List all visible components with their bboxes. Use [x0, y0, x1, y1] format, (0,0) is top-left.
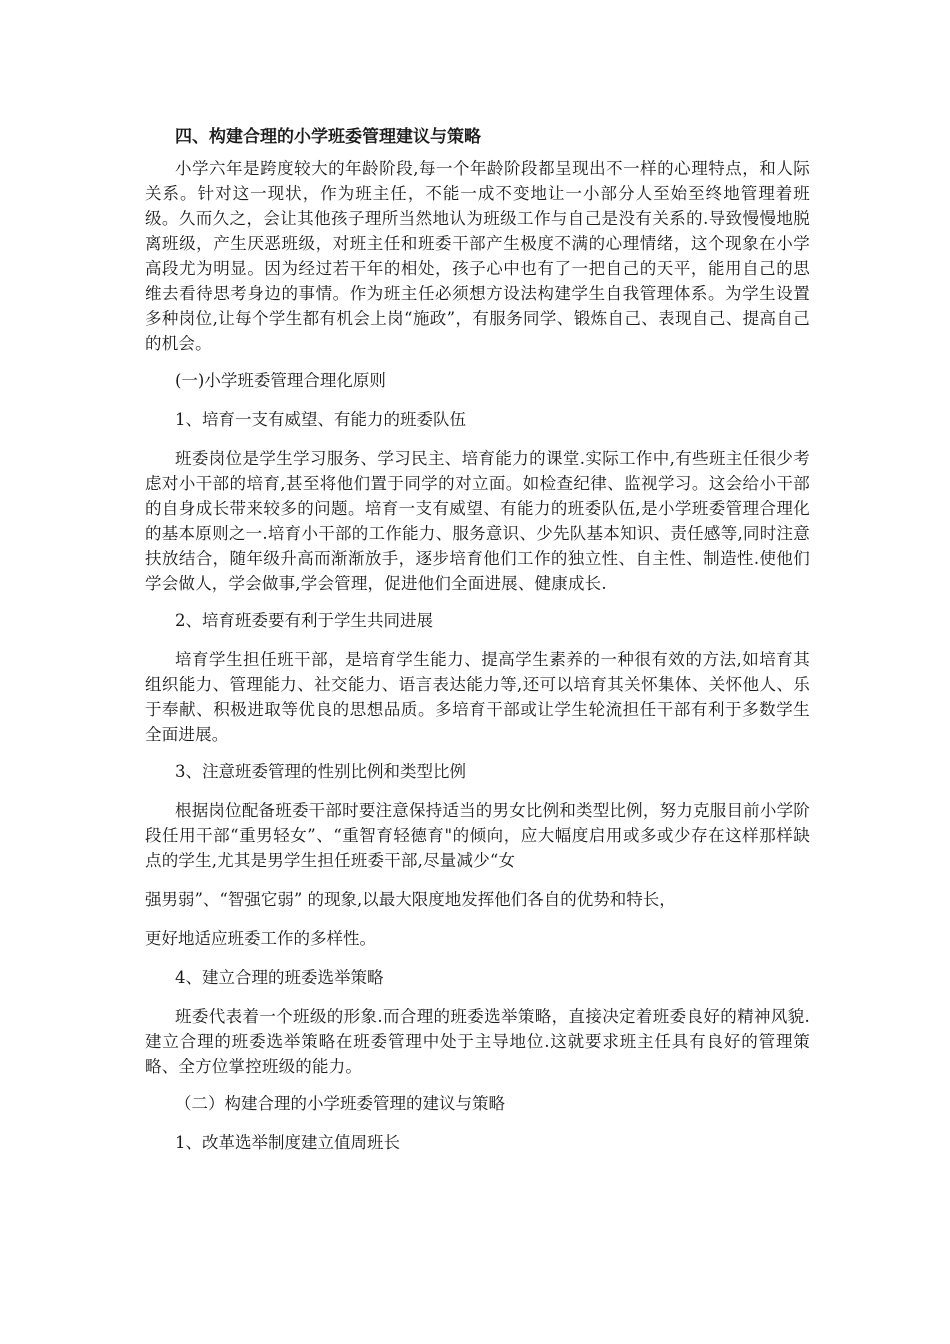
- item-1-body: 班委岗位是学生学习服务、学习民主、培育能力的课堂.实际工作中,有些班主任很少考虑对小干部的培育,甚至将他们置于同学的对立面。如检查纪律、监视学习。这会给小干部的自身成长带来较多的问题。培育一支有威望、有能力的班委队伍,是小学班委管理合理化的基本原则之一.培育小干部的工作能力、服务意识、少先队基本知识、责任感等,同时注意扶放结合，随年级升高而渐渐放手，逐步培育他们工作的独立性、自主性、制造性.使他们学会做人，学会做事,学会管理，促进他们全面进展、健康成长.: [145, 449, 810, 593]
- item-4-title: 4、建立合理的班委选举策略: [175, 968, 384, 987]
- subsection-title-2: （二）构建合理的小学班委管理的建议与策略: [175, 1094, 505, 1113]
- subsection-2-item-1-title: 1、改革选举制度建立值周班长: [175, 1133, 400, 1152]
- item-4-body: 班委代表着一个班级的形象.而合理的班委选举策略，直接决定着班委良好的精神风貌.建立合理的班委选举策略在班委管理中处于主导地位.这就要求班主任具有良好的管理策略、全方位掌控班级的能力。: [145, 1007, 810, 1076]
- document-page: [145, 122, 810, 1169]
- item-2-title: 2、培育班委要有利于学生共同进展: [175, 611, 433, 630]
- item-3-title: 3、注意班委管理的性别比例和类型比例: [175, 762, 466, 781]
- item-2-body: 培育学生担任班干部，是培育学生能力、提高学生素养的一种很有效的方法,如培育其组织能力、管理能力、社交能力、语言表达能力等,还可以培育其关怀集体、关怀他人、乐于奉献、积极进取等优良的思想品质。多培育干部或让学生轮流担任干部有利于多数学生全面进展。: [145, 650, 810, 744]
- subsection-title-1: (一)小学班委管理合理化原则: [175, 371, 386, 390]
- intro-paragraph: 小学六年是跨度较大的年龄阶段,每一个年龄阶段都呈现出不一样的心理特点，和人际关系。针对这一现状，作为班主任，不能一成不变地让一小部分人至始至终地管理着班级。久而久之，会让其他孩子理所当然地认为班级工作与自己是没有关系的.导致慢慢地脱离班级，产生厌恶班级，对班主任和班委干部产生极度不满的心理情绪，这个现象在小学高段尤为明显。因为经过若干年的相处，孩子心中也有了一把自己的天平，能用自己的思维去看待思考身边的事情。作为班主任必须想方设法构建学生自我管理体系。为学生设置多种岗位,让每个学生都有机会上岗“施政”，有服务同学、锻炼自己、表现自己、提高自己的机会。: [145, 159, 810, 353]
- item-1-title: 1、培育一支有威望、有能力的班委队伍: [175, 410, 466, 429]
- item-3-line-2: 强男弱”、“智强它弱” 的现象,以最大限度地发挥他们各自的优势和特长，: [145, 890, 676, 909]
- item-3-line-3: 更好地适应班委工作的多样性。: [145, 929, 376, 948]
- section-heading: 四、构建合理的小学班委管理建议与策略: [175, 127, 481, 147]
- item-3-body: 根据岗位配备班委干部时要注意保持适当的男女比例和类型比例，努力克服目前小学阶段任用干部“重男轻女”、“重智育轻德育"的倾向，应大幅度启用或多或少存在这样那样缺点的学生,尤其是男学生担任班委干部,尽量减少“女: [145, 801, 810, 870]
